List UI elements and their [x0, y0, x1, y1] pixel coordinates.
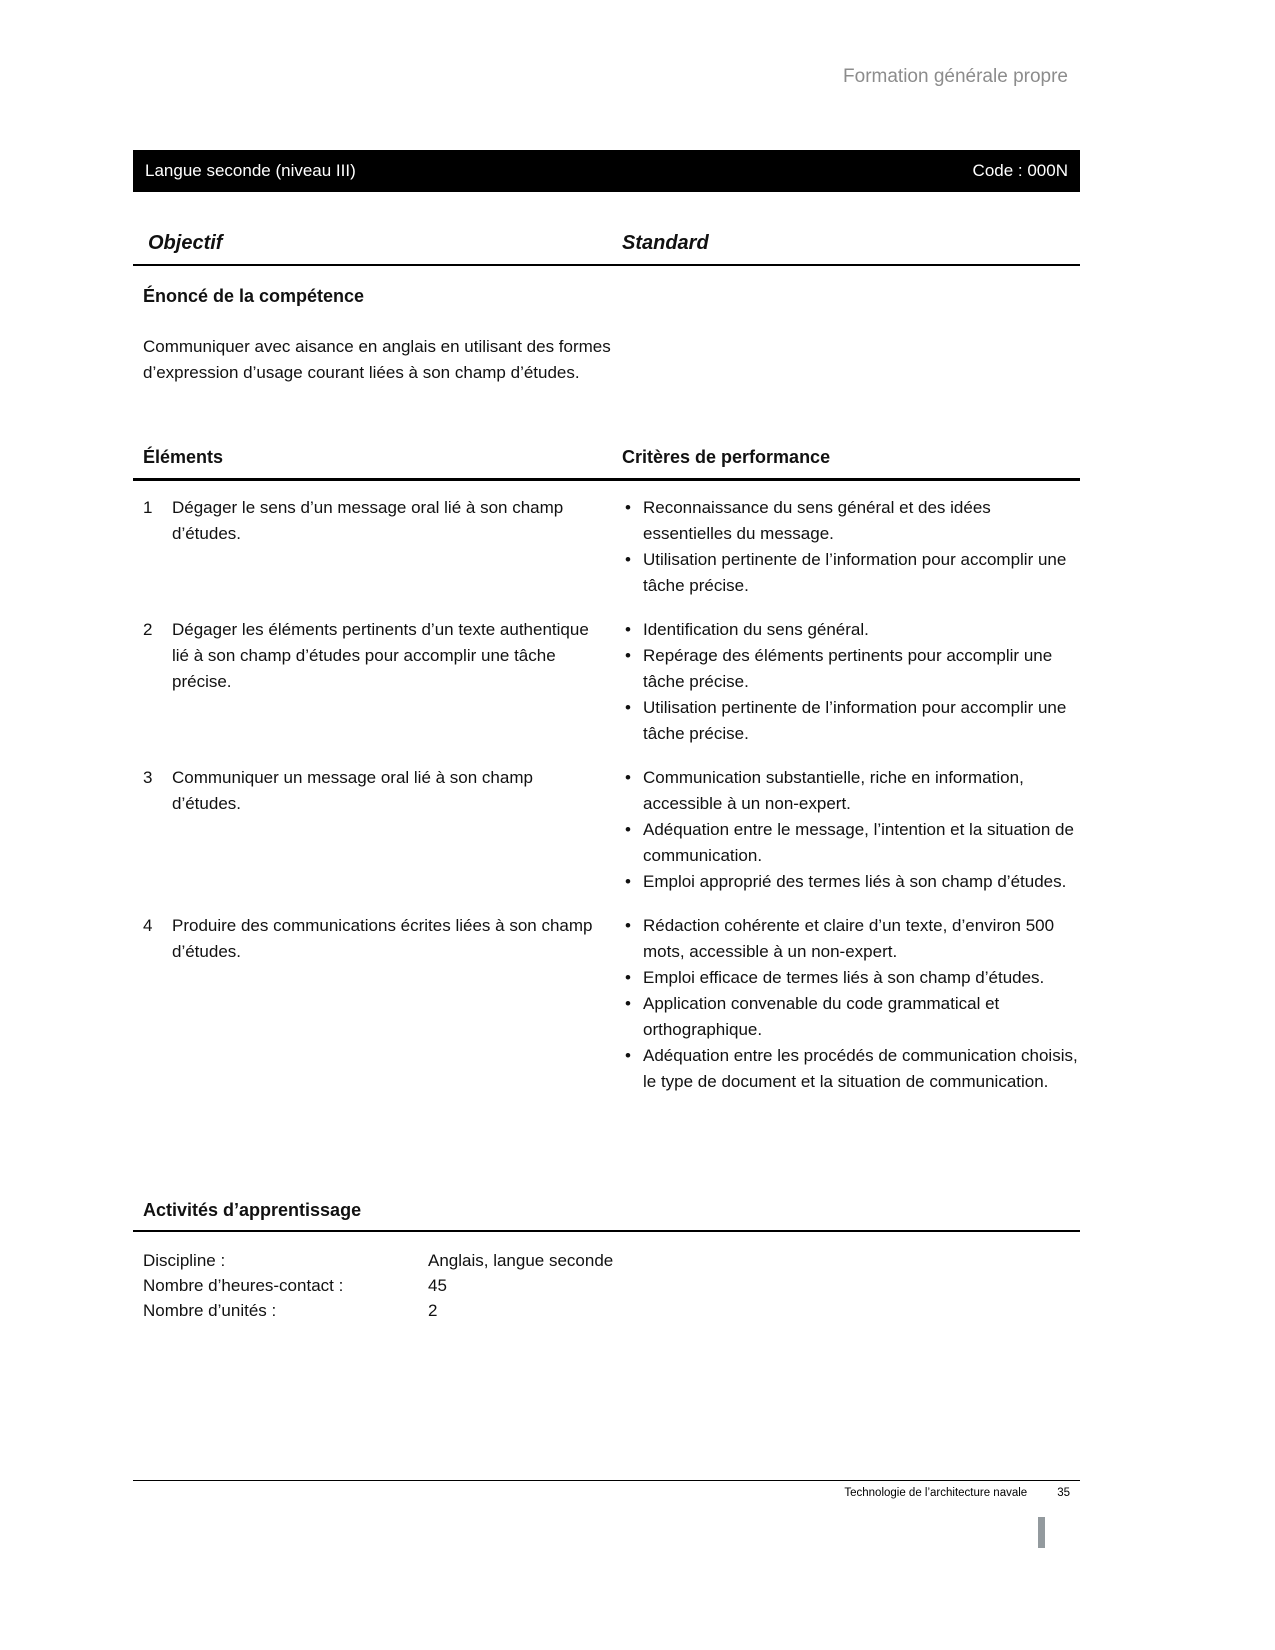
- element-cell: [133, 765, 622, 895]
- standard-heading: Standard: [622, 232, 709, 254]
- criteria-list: [622, 495, 1080, 599]
- course-code: Code : 000N: [972, 161, 1068, 180]
- element-cell: [133, 495, 622, 599]
- element-text: Dégager les éléments pertinents d’un texte authentique lié à son champ d’études pour accomplir une tâche précise.: [172, 620, 589, 691]
- activity-field-label: Nombre d’heures-contact :: [143, 1276, 344, 1295]
- element-number: 2: [143, 620, 153, 639]
- activity-field-row: [143, 1298, 1043, 1323]
- activities-heading: Activités d’apprentissage: [133, 1200, 1080, 1232]
- element-text: Communiquer un message oral lié à son champ d’études.: [172, 768, 533, 813]
- elements-rows: [133, 495, 1080, 1113]
- page-header-category: Formation générale propre: [843, 66, 1068, 87]
- element-text: Dégager le sens d’un message oral lié à son champ d’études.: [172, 498, 564, 543]
- element-number: 3: [143, 768, 153, 787]
- activity-field-value: Anglais, langue seconde: [428, 1251, 614, 1270]
- table-row: [133, 765, 1080, 895]
- criterion-item: • Emploi approprié des termes liés à son champ d’études.: [622, 869, 1080, 895]
- elements-table-header: [133, 447, 1080, 481]
- criteria-cell: [622, 913, 1080, 1095]
- criterion-item: • Reconnaissance du sens général et des idées essentielles du message.: [622, 495, 1080, 547]
- criterion-item: • Communication substantielle, riche en information, accessible à un non-expert.: [622, 765, 1080, 817]
- competence-heading: Énoncé de la compétence: [143, 286, 365, 306]
- criterion-item: • Repérage des éléments pertinents pour accomplir une tâche précise.: [622, 643, 1080, 695]
- element-cell: [133, 913, 622, 1095]
- criterion-item: • Utilisation pertinente de l’information pour accomplir une tâche précise.: [622, 695, 1080, 747]
- activity-field-value: 2: [428, 1301, 438, 1320]
- criteria-list: [622, 913, 1080, 1095]
- criterion-item: • Adéquation entre le message, l’intention et la situation de communication.: [622, 817, 1080, 869]
- competence-statement: Communiquer avec aisance en anglais en utilisant des formes d’expression d’usage courant liées à son champ d’études.: [143, 337, 611, 382]
- footer-gray-mark-icon: [1038, 1517, 1045, 1548]
- criteria-cell: [622, 617, 1080, 747]
- criterion-item: • Utilisation pertinente de l’information pour accomplir une tâche précise.: [622, 547, 1080, 599]
- activity-field-row: [143, 1248, 1043, 1273]
- elements-column-header: Éléments: [143, 447, 224, 467]
- activity-field-value: 45: [428, 1276, 447, 1295]
- objectif-heading: Objectif: [148, 232, 223, 254]
- activities-fields: [143, 1248, 1043, 1323]
- element-text: Produire des communications écrites liées à son champ d’études.: [172, 916, 593, 961]
- activity-field-row: [143, 1273, 1043, 1298]
- criterion-item: • Adéquation entre les procédés de communication choisis, le type de document et la situation de communication.: [622, 1043, 1080, 1095]
- element-number: 4: [143, 916, 153, 935]
- course-title-bar: [133, 150, 1080, 192]
- criterion-item: • Identification du sens général.: [622, 617, 1080, 643]
- criterion-item: • Rédaction cohérente et claire d’un texte, d’environ 500 mots, accessible à un non-expert.: [622, 913, 1080, 965]
- activity-field-label: Nombre d’unités :: [143, 1301, 277, 1320]
- criteria-list: [622, 765, 1080, 895]
- footer-page-number: 35: [1057, 1487, 1070, 1499]
- criterion-item: • Application convenable du code grammatical et orthographique.: [622, 991, 1080, 1043]
- criteres-column-header: Critères de performance: [622, 447, 831, 467]
- course-title: Langue seconde (niveau III): [145, 161, 356, 180]
- table-row: [133, 913, 1080, 1095]
- page-footer: [133, 1480, 1080, 1499]
- footer-program-name: Technologie de l’architecture navale: [844, 1487, 1028, 1499]
- criterion-item: • Emploi efficace de termes liés à son champ d’études.: [622, 965, 1080, 991]
- criteria-list: [622, 617, 1080, 747]
- criteria-cell: [622, 765, 1080, 895]
- table-row: [133, 495, 1080, 599]
- element-number: 1: [143, 498, 153, 517]
- element-cell: [133, 617, 622, 747]
- criteria-cell: [622, 495, 1080, 599]
- objectif-standard-header: [133, 232, 1080, 266]
- table-row: [133, 617, 1080, 747]
- activity-field-label: Discipline :: [143, 1251, 226, 1270]
